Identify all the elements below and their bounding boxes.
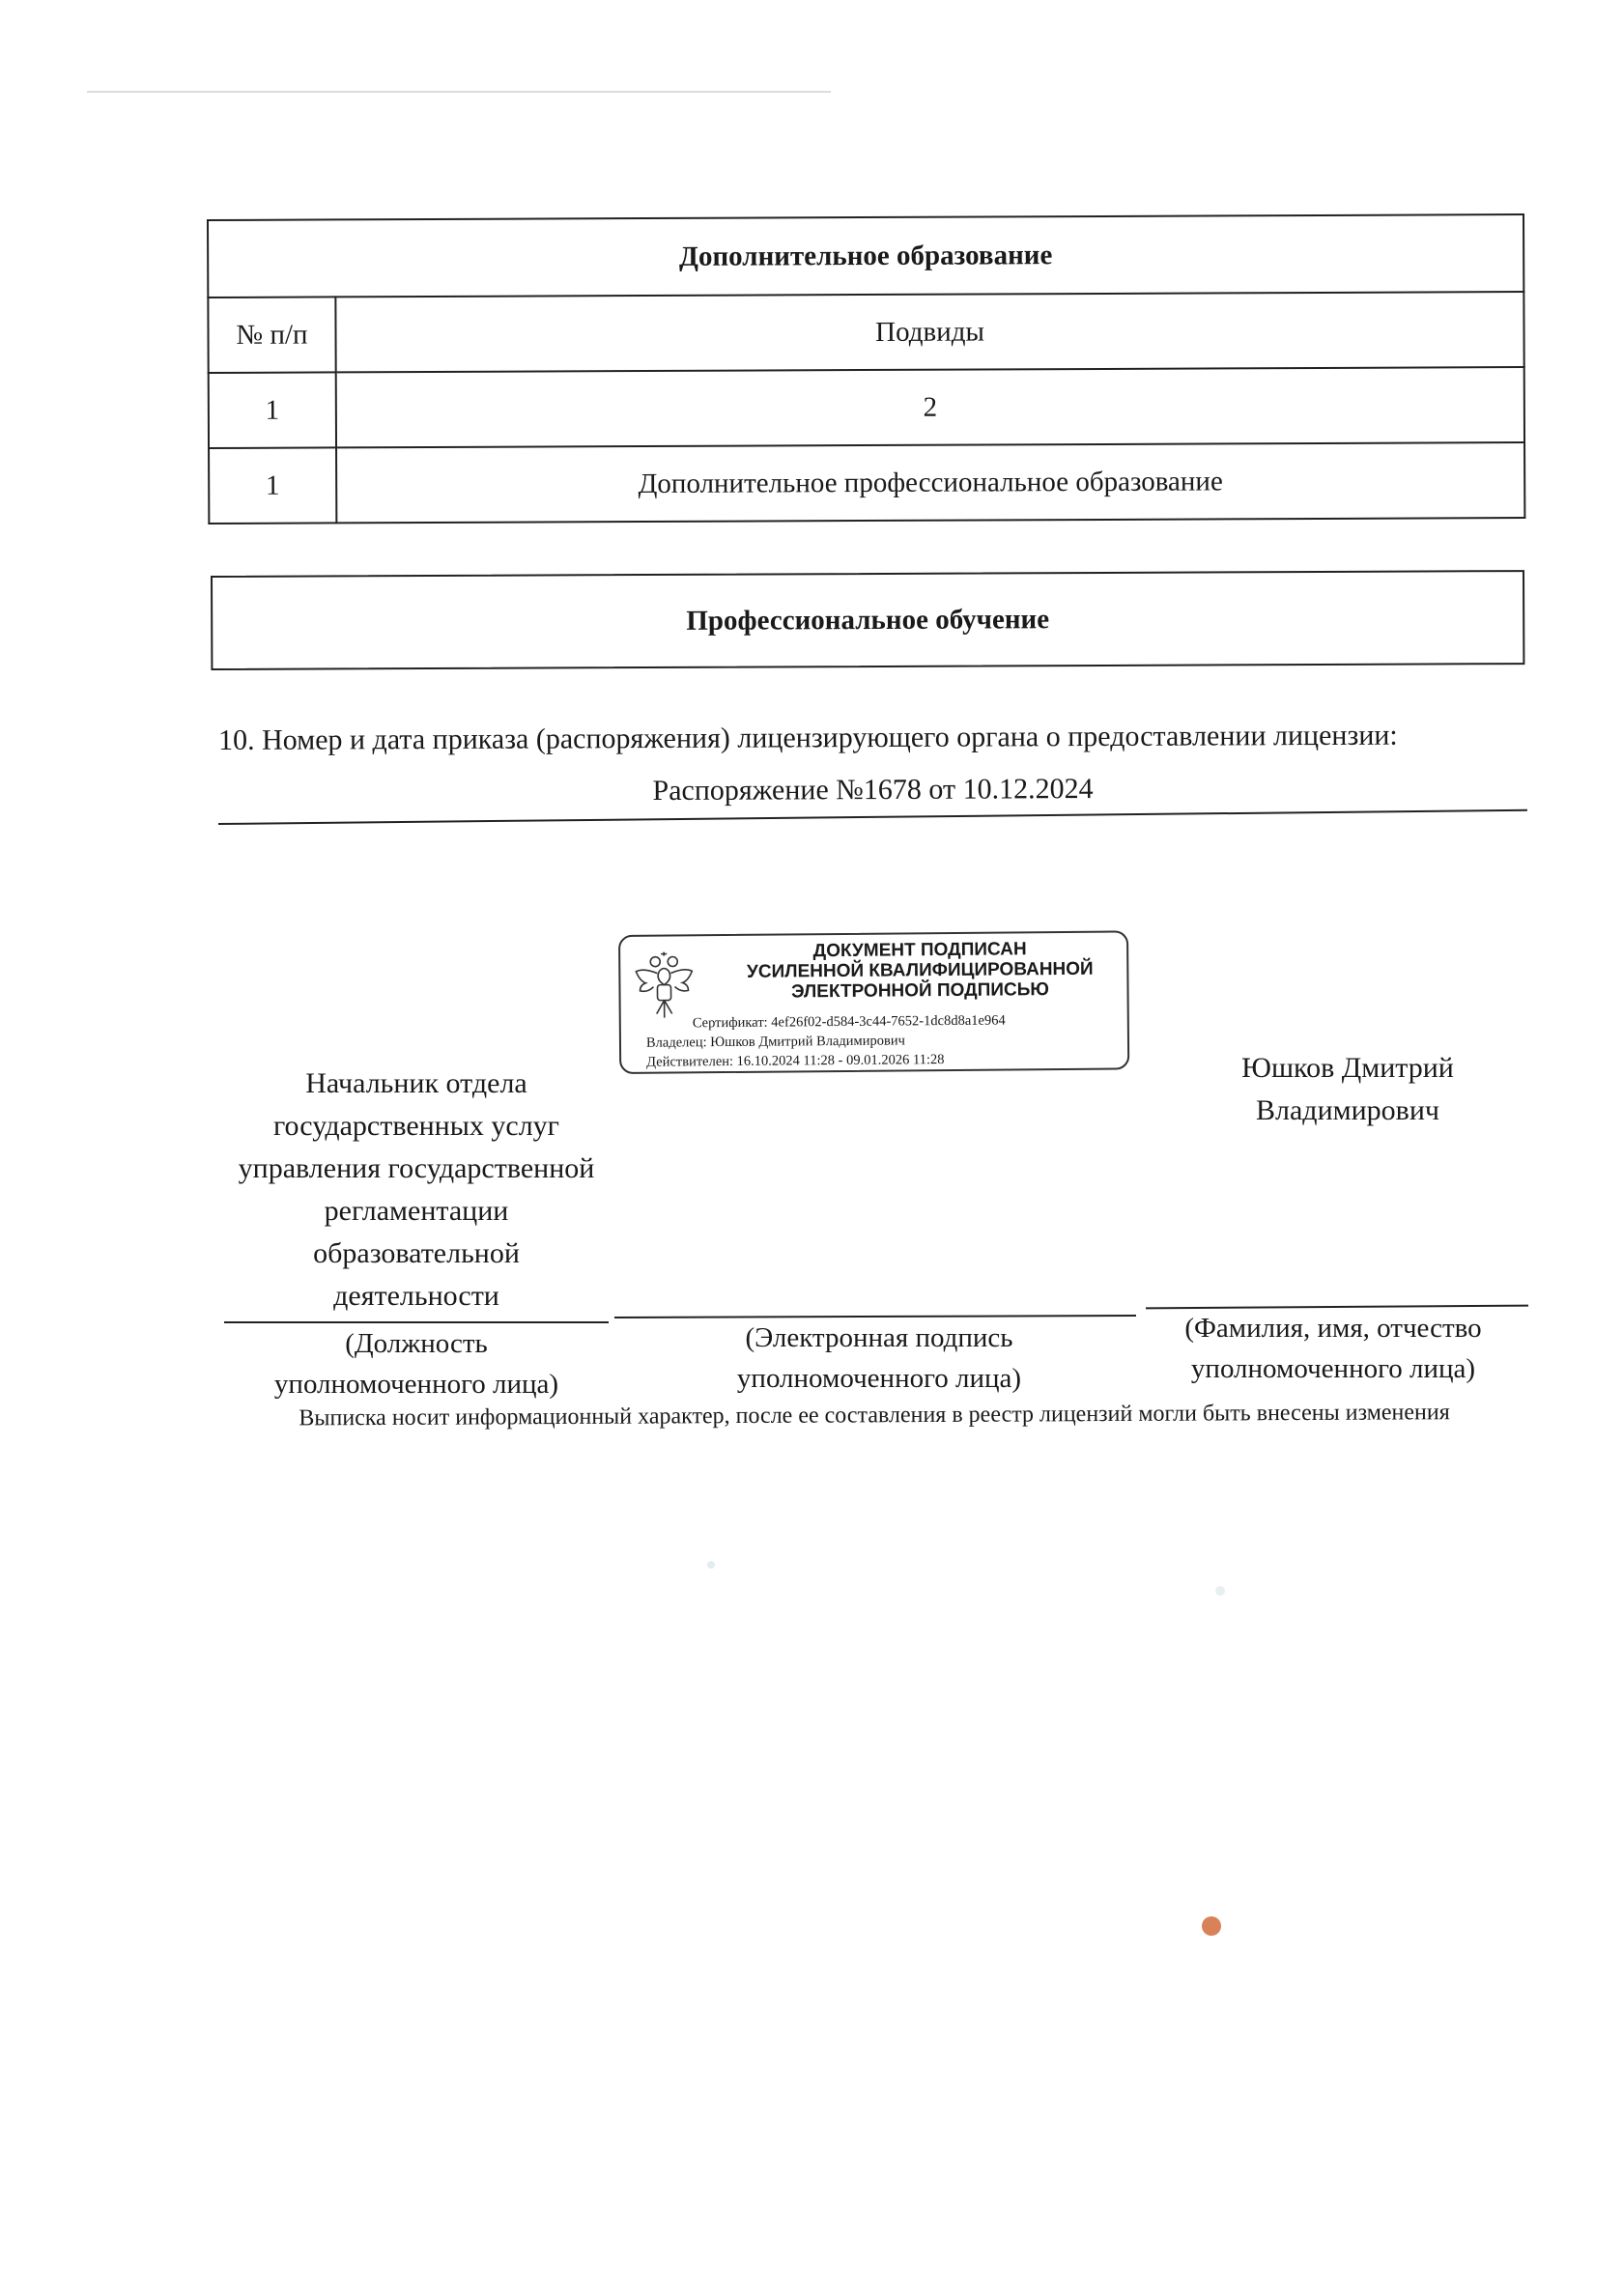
caption-line: (Электронная подпись	[745, 1322, 1013, 1353]
caption-line: уполномоченного лица)	[273, 1369, 559, 1400]
caption-line: (Фамилия, имя, отчество	[1184, 1313, 1482, 1344]
position-line: государственных услуг	[272, 1110, 559, 1142]
scan-speck	[1215, 1586, 1225, 1596]
name-line: Юшков Дмитрий	[1241, 1052, 1454, 1084]
table-cell: 1	[209, 372, 336, 448]
position-line: регламентации	[324, 1195, 509, 1227]
name-line: Владимирович	[1256, 1094, 1439, 1126]
scan-speck	[707, 1561, 715, 1569]
footer-note: Выписка носит информационный характер, после ее составления в реестр лицензий могли быть внесены изменения	[299, 1400, 1450, 1431]
order-underline	[218, 809, 1527, 825]
scan-speck	[1202, 1916, 1221, 1936]
stamp-header	[717, 938, 1124, 1003]
scan-artifact-line	[87, 91, 831, 93]
table-row	[209, 367, 1524, 448]
stamp-certificate: Сертификат: 4ef26f02-d584-3c44-7652-1dc8d8a1e964	[692, 1012, 1006, 1032]
caption-line: уполномоченного лица)	[1190, 1353, 1476, 1384]
stamp-details	[646, 1009, 1121, 1071]
table-cell: 2	[336, 367, 1524, 447]
position-line: Начальник отдела	[305, 1067, 527, 1099]
table-cell: Дополнительное профессиональное образование	[336, 442, 1524, 523]
stamp-validity: Действителен: 16.10.2024 11:28 - 09.01.2026 11:28	[646, 1052, 945, 1070]
coat-of-arms-icon	[632, 950, 697, 1024]
signatory-name	[1169, 1047, 1526, 1132]
signatory-position	[218, 1063, 614, 1318]
column-header-number: № п/п	[208, 297, 335, 373]
order-label: 10. Номер и дата приказа (распоряжения) лицензирующего органа о предоставлении лицензии:	[218, 719, 1398, 756]
position-line: деятельности	[333, 1280, 499, 1312]
additional-education-table	[207, 213, 1525, 524]
position-line: образовательной	[313, 1237, 520, 1269]
table-header-row	[208, 292, 1523, 373]
stamp-header-line: ДОКУМЕНТ ПОДПИСАН	[812, 939, 1027, 962]
caption-position	[224, 1323, 609, 1404]
stamp-owner: Владелец: Юшков Дмитрий Владимирович	[645, 1033, 905, 1051]
caption-signature	[667, 1318, 1092, 1399]
table-cell: 1	[209, 447, 336, 524]
professional-training-title: Профессиональное обучение	[211, 570, 1524, 670]
order-value: Распоряжение №1678 от 10.12.2024	[652, 773, 1094, 808]
stamp-header-line: ЭЛЕКТРОННОЙ ПОДПИСЬЮ	[791, 979, 1050, 1003]
table-row	[209, 442, 1524, 524]
e-signature-stamp	[618, 930, 1129, 1074]
column-header-subtypes: Подвиды	[335, 292, 1523, 372]
additional-education-title: Дополнительное образование	[208, 214, 1523, 298]
stamp-header-line: УСИЛЕННОЙ КВАЛИФИЦИРОВАННОЙ	[746, 958, 1094, 982]
caption-name	[1140, 1308, 1526, 1389]
position-line: управления государственной	[238, 1152, 595, 1184]
caption-line: уполномоченного лица)	[736, 1363, 1022, 1394]
caption-line: (Должность	[345, 1328, 488, 1359]
